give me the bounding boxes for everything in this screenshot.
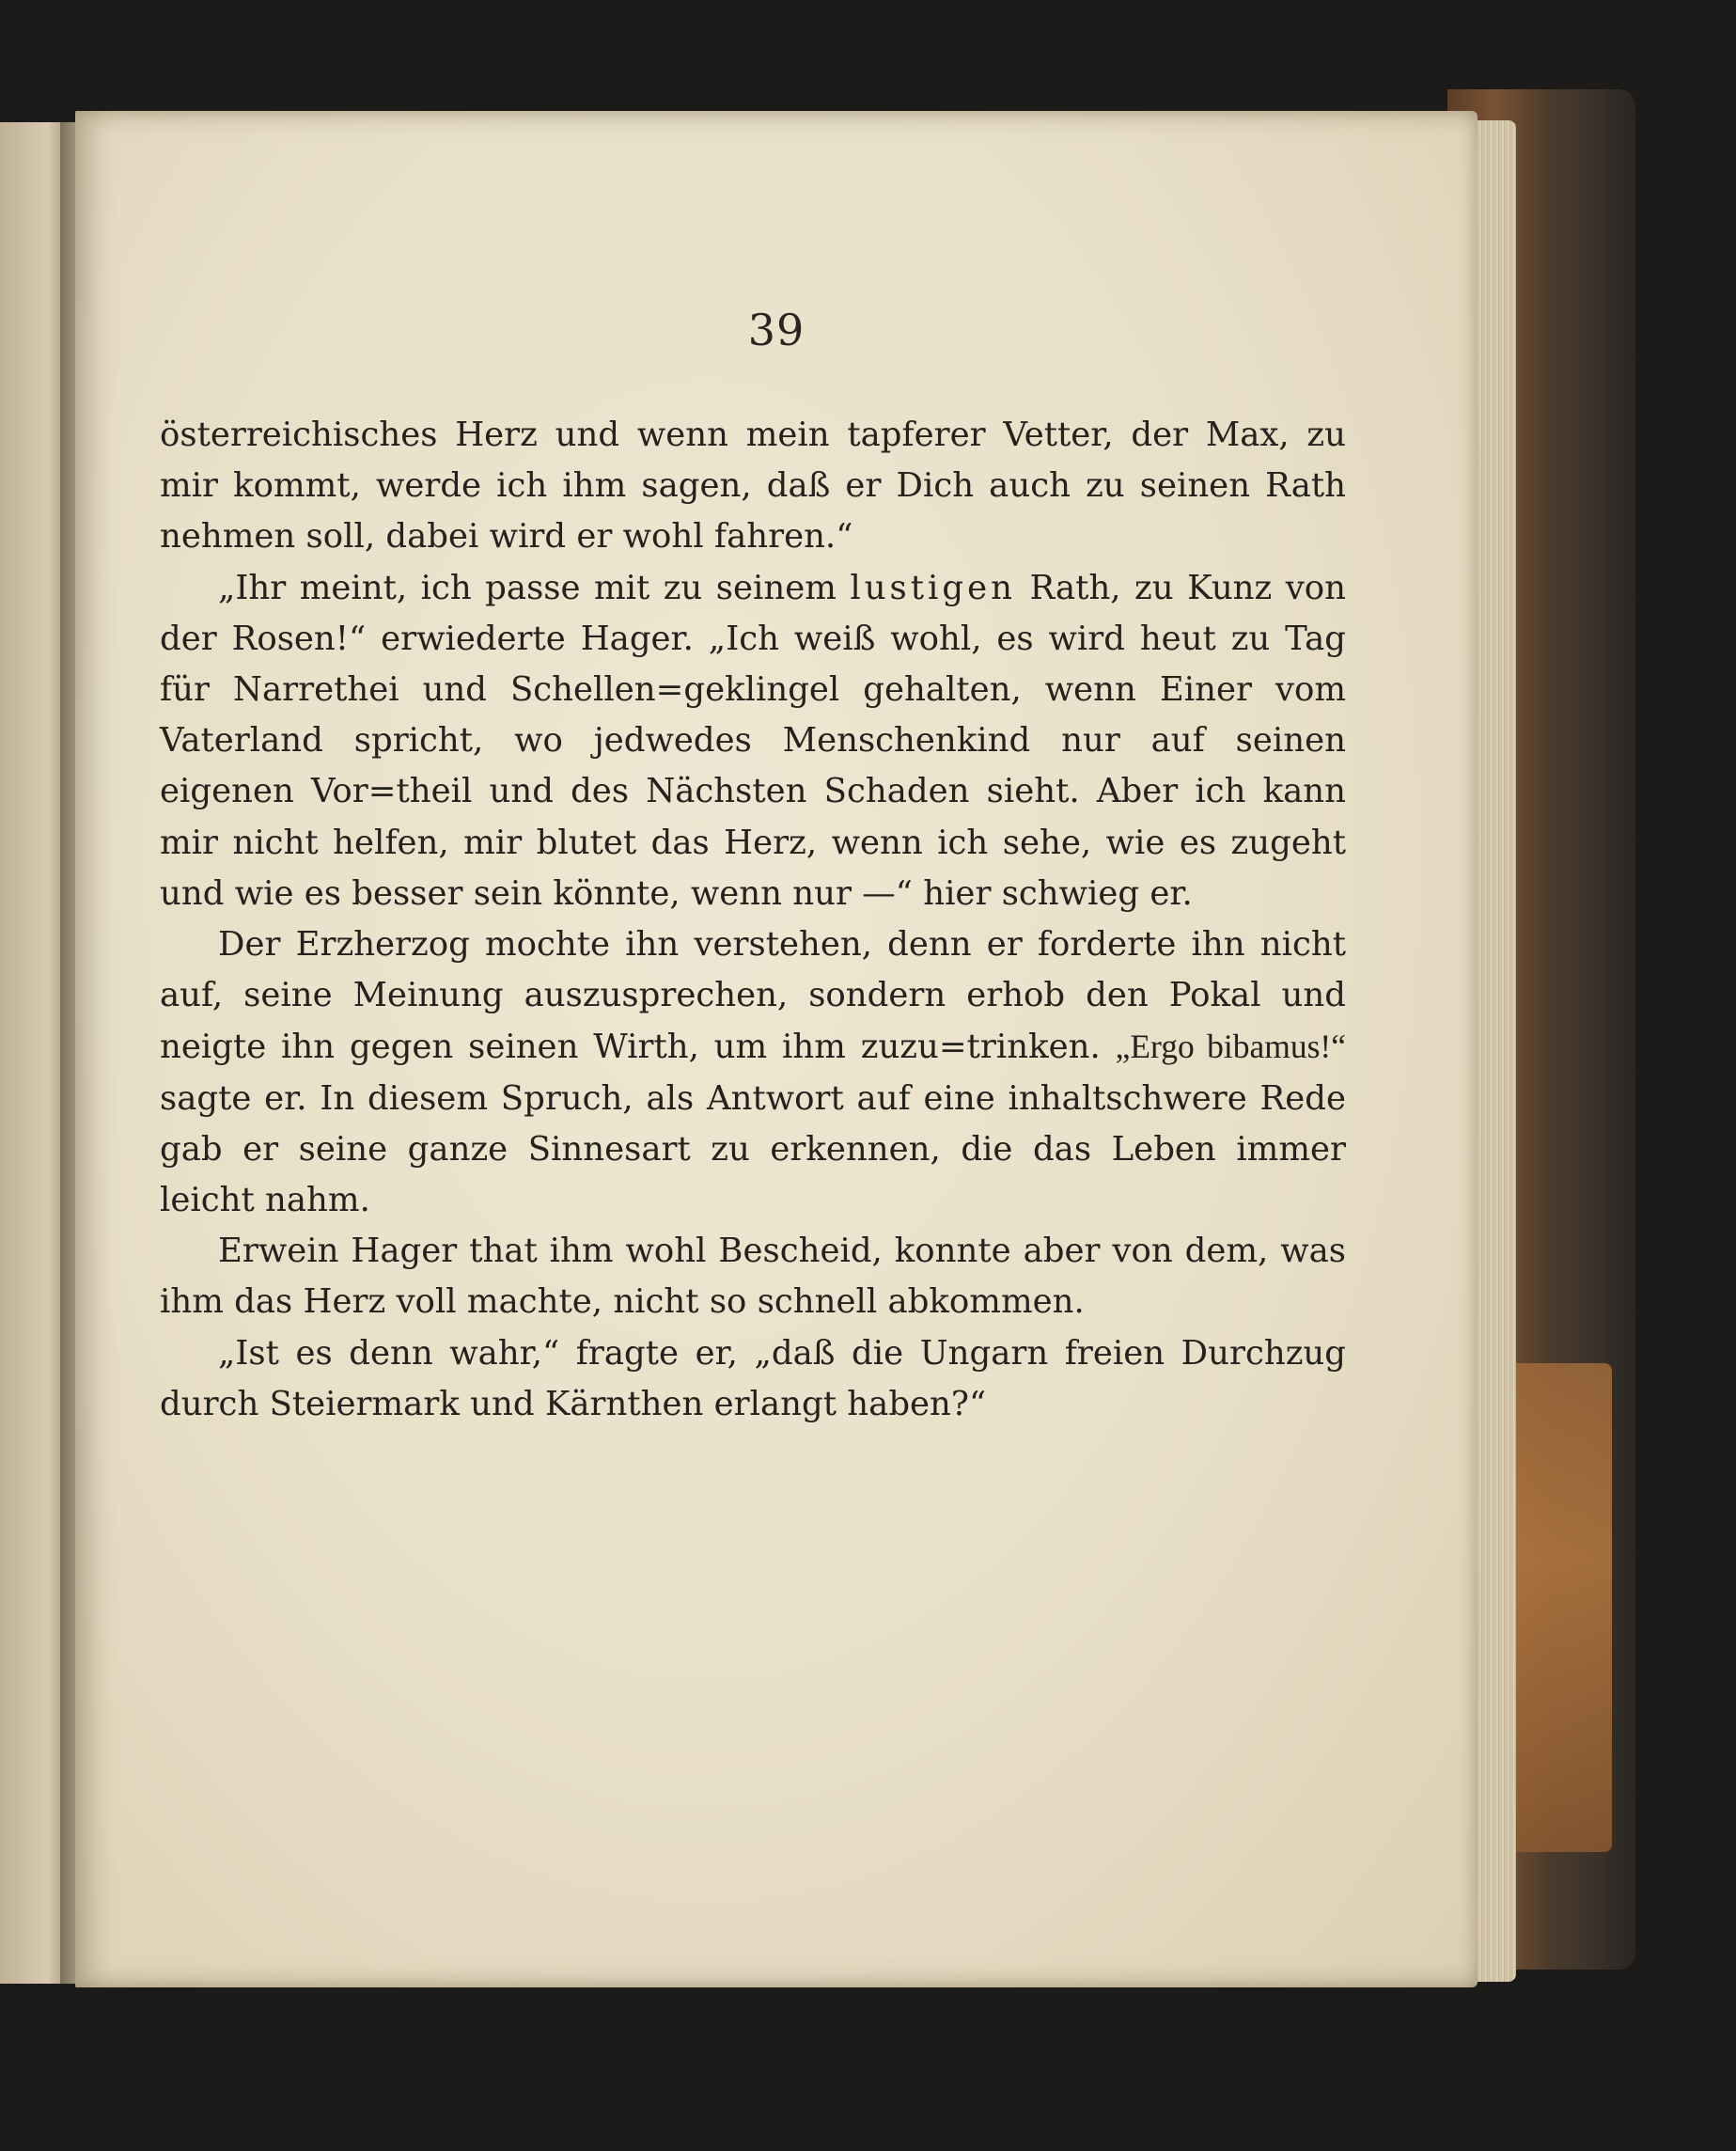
spaced-word: lustigen	[850, 568, 1016, 607]
book-page	[75, 111, 1478, 1987]
latin-phrase: „Ergo bibamus!“	[1115, 1028, 1346, 1066]
text-run: Erwein Hager that ihm wohl Bescheid, konnte aber von dem, was ihm das Herz voll machte, nicht so schnell abkommen.	[160, 1232, 1346, 1322]
paragraph-5	[160, 1328, 1346, 1430]
cover-leather-patch	[1499, 1363, 1612, 1852]
text-run: sagte er. In diesem Spruch, als Antwort auf eine inhaltschwere Rede gab er seine ganze Sinnesart zu erkennen, die das Leben immer leicht nahm.	[160, 1078, 1346, 1220]
paragraph-1	[160, 410, 1346, 563]
paragraph-3	[160, 919, 1346, 1226]
page-number: 39	[747, 305, 805, 355]
paragraph-4	[160, 1226, 1346, 1327]
facing-page	[0, 122, 68, 1984]
page-edges	[1471, 120, 1516, 1982]
text-run: österreichisches Herz und wenn mein tapferer Vetter, der Max, zu mir kommt, werde ich ihm sagen, daß er Dich auch zu seinen Rath nehmen soll, dabei wird er wohl fahren.“	[160, 416, 1346, 557]
text-run: „Ihr meint, ich passe mit zu seinem	[218, 568, 851, 607]
page-text	[160, 410, 1346, 1430]
text-run: „Ist es denn wahr,“ fragte er, „daß die Ungarn freien Durchzug durch Steiermark und Kärnthen erlangt haben?“	[160, 1333, 1346, 1423]
text-run: Rath, zu Kunz von der Rosen!“ erwiederte Hager. „Ich weiß wohl, es wird heut zu Tag für Narrethei und Schellen=geklingel gehalten, wenn Einer vom Vaterland spricht, wo jedwedes Menschenkind nur auf seinen eigenen Vor=theil und des Nächsten Schaden sieht. Aber ich kann mir nicht helfen, mir blutet das Herz, wenn ich sehe, wie es zugeht und wie es besser sein könnte, wenn nur —“ hier schwieg er.	[160, 568, 1347, 913]
paragraph-2	[160, 563, 1346, 919]
text-run: Der Erzherzog mochte ihn verstehen, denn er forderte ihn nicht auf, seine Meinung auszusprechen, sondern erhob den Pokal und neigte ihn gegen seinen Wirth, um ihm zuzu=trinken.	[160, 925, 1346, 1067]
